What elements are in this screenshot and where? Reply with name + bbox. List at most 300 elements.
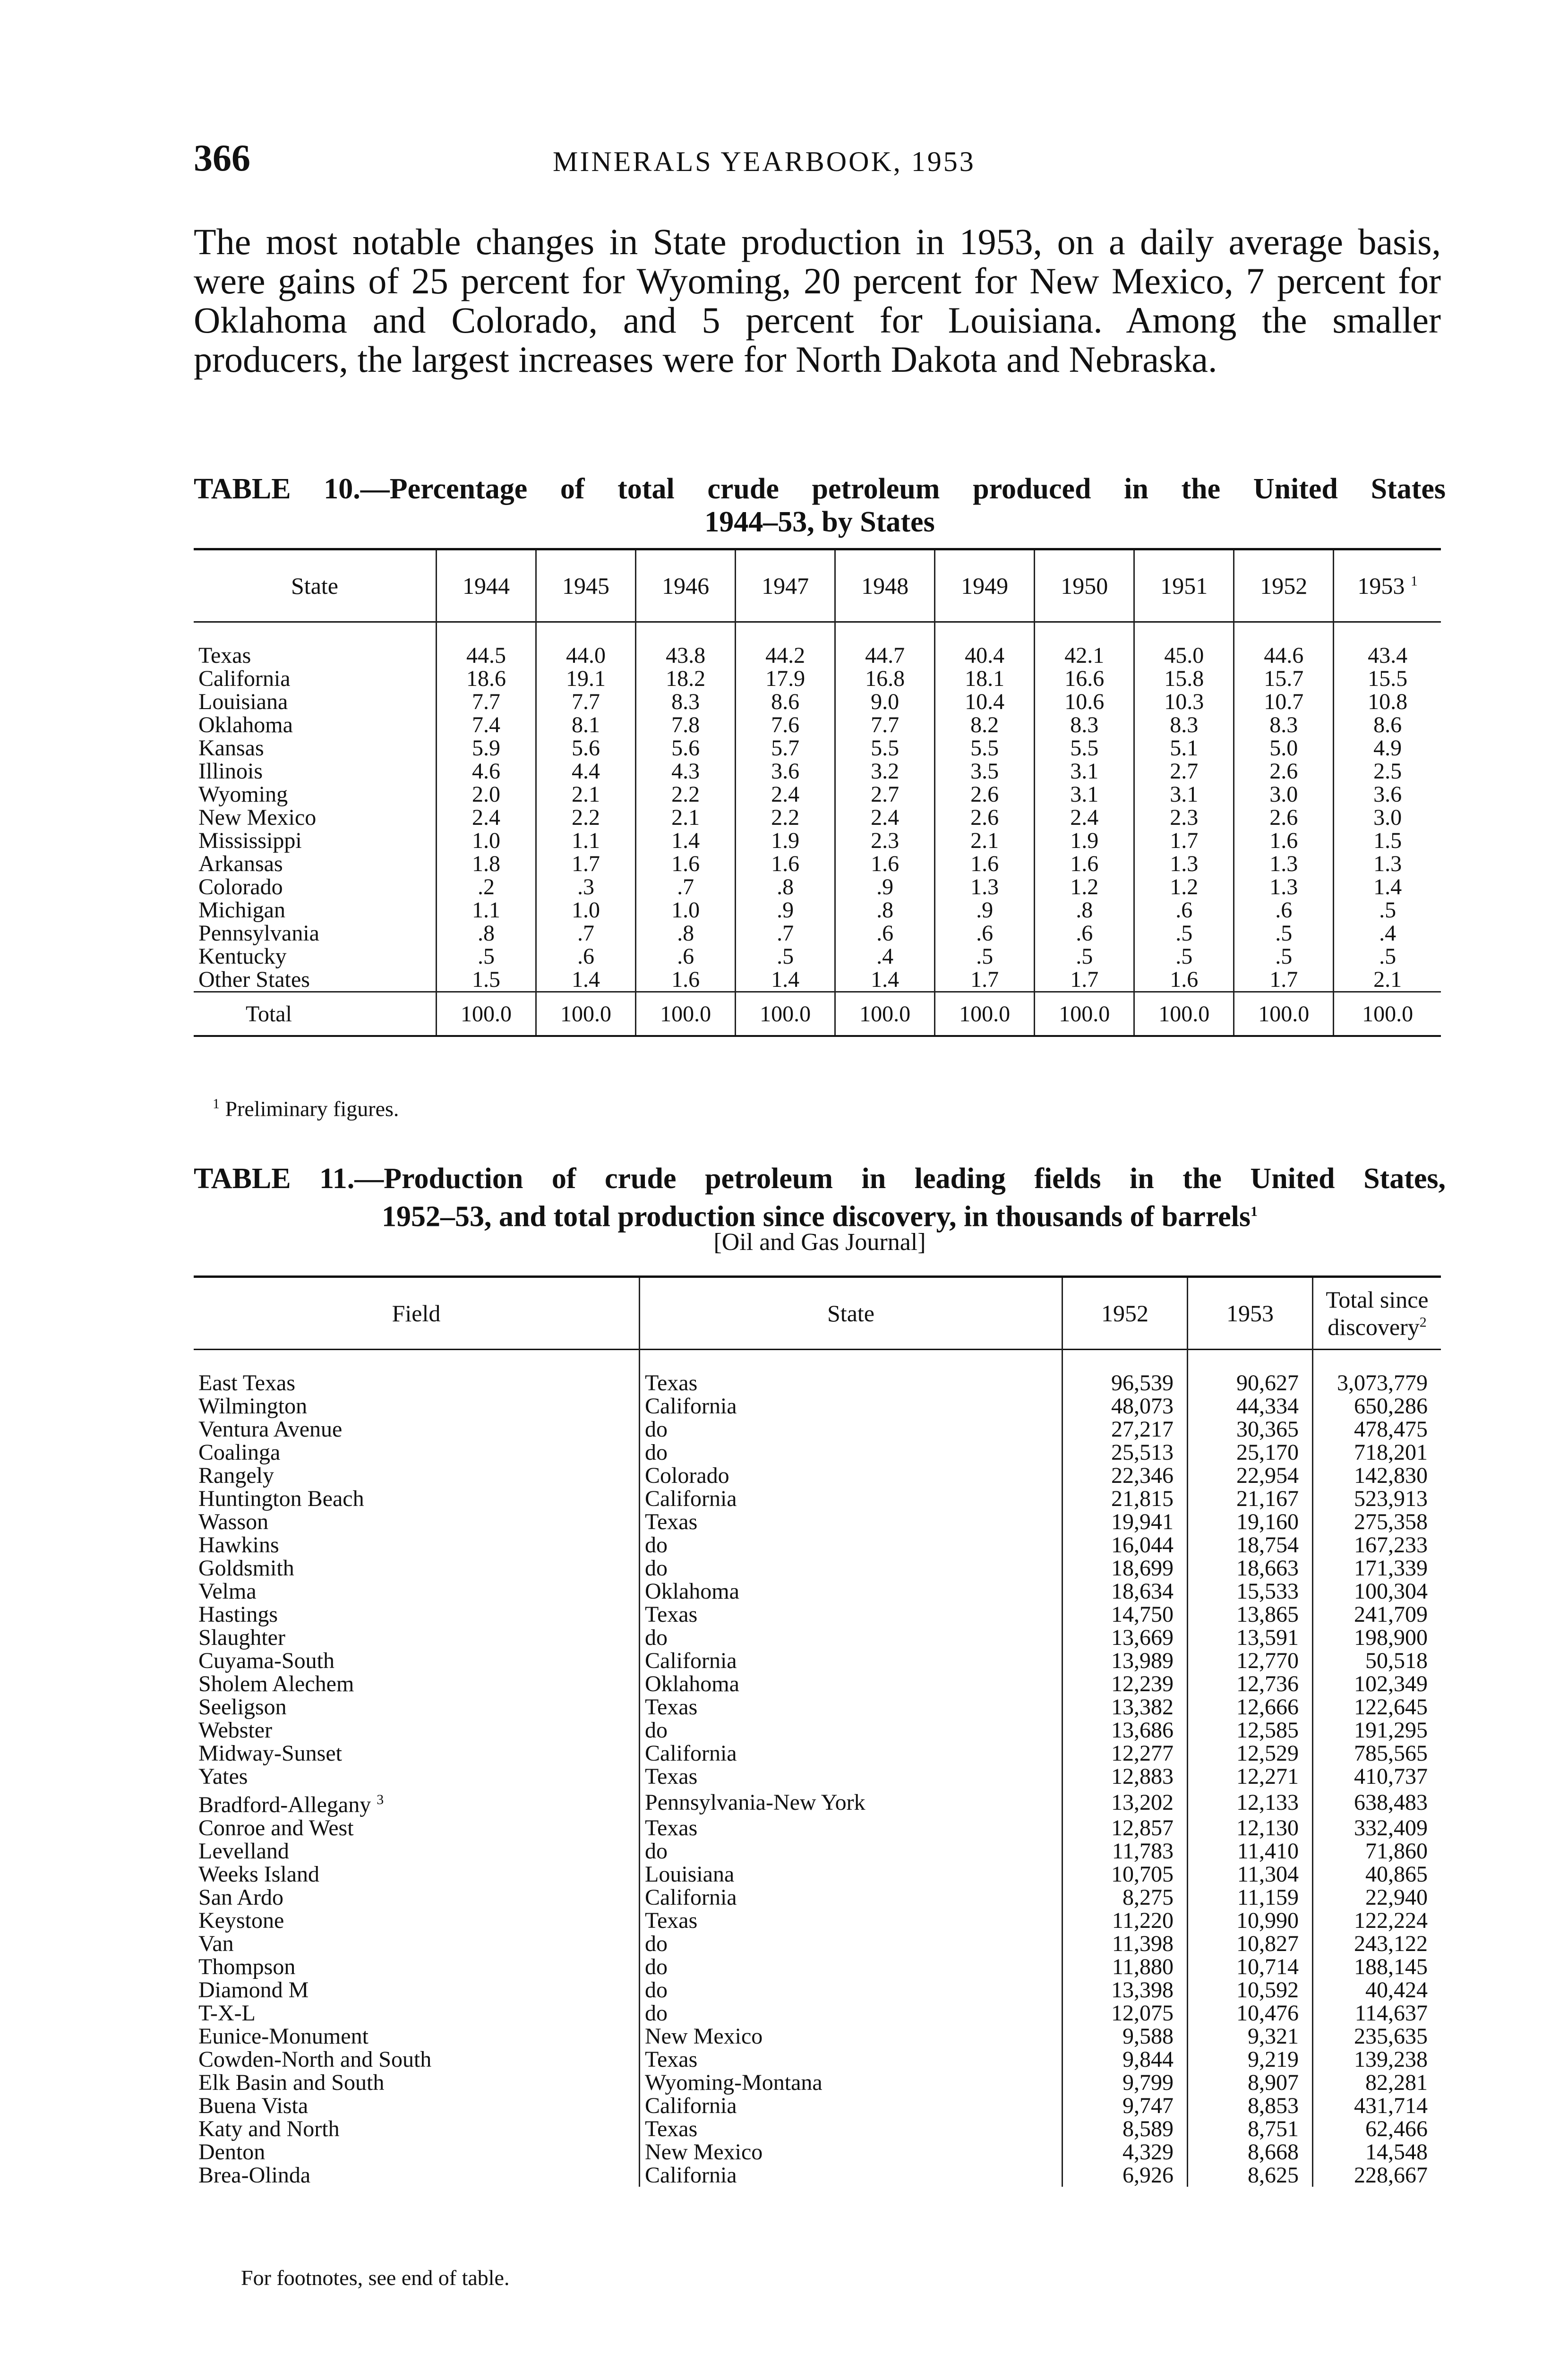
table10-value-cell: 1.3 [1334,852,1441,875]
table11-1952-cell: 13,202 [1062,1788,1188,1816]
table11-row [194,2117,1441,2140]
table10-body [194,622,1441,1036]
table11-total-cell: 40,865 [1313,1863,1441,1886]
table11-state-cell: California [640,2094,1062,2117]
table11-field-cell [194,1649,640,1672]
table10-value-cell: 44.2 [736,644,835,667]
table10-spacer-cell [1035,622,1134,644]
table10-value-cell: .6 [935,922,1035,945]
table10-value-cell: 43.8 [636,644,736,667]
table10-value-cell: 1.4 [536,968,636,992]
table11-field-name: East Texas [198,1370,296,1395]
table10-caption [194,472,1446,539]
table10-state-cell: Texas [198,643,251,668]
table11-field-marker: 3 [377,1792,384,1807]
table10-value-cell: 1.5 [1334,829,1441,852]
table10-value-cell: .8 [835,899,935,922]
table10-value-cell: 8.2 [935,713,1035,736]
table11-state-cell: Texas [640,1765,1062,1788]
table11-state-cell: Colorado [640,1464,1062,1487]
table10-value-cell: 1.9 [736,829,835,852]
table11-field-name: Wasson [198,1509,269,1534]
table11-1953-cell: 11,159 [1188,1886,1313,1909]
table11-field-cell [194,2002,640,2025]
table11-state-cell: do [640,1441,1062,1464]
table10-total-cell: 100.0 [835,992,935,1036]
table10-value-cell: .7 [536,922,636,945]
table10-value-cell: .5 [1035,945,1134,968]
table10-value-cell: 9.0 [835,690,935,713]
table11-field-name: Eunice-Monument [198,2024,368,2049]
table11-1953-cell: 11,304 [1188,1863,1313,1886]
table11-1952-cell: 48,073 [1062,1395,1188,1418]
table11-1953-cell: 11,410 [1188,1840,1313,1863]
table10-state-cell: Mississippi [198,828,302,853]
table11-state-cell: Texas [640,1510,1062,1533]
table10-value-cell: 5.0 [1234,736,1334,760]
table11-field-cell [194,2071,640,2094]
table11-field-cell [194,2094,640,2117]
table11-state-cell: Texas [640,2117,1062,2140]
table11-row [194,1464,1441,1487]
table11-1953-cell: 10,827 [1188,1932,1313,1955]
table10-value-cell: 7.7 [835,713,935,736]
table11-1952-cell: 4,329 [1062,2140,1188,2164]
table11-spacer-cell [640,1350,1062,1372]
table11-spacer-row [194,1350,1441,1372]
table10-value-cell: .6 [1134,899,1234,922]
table10-col-year [536,549,636,622]
table10-value-cell: 10.3 [1134,690,1234,713]
table10-col-year [835,549,935,622]
table10-value-cell: 3.2 [835,760,935,783]
table10-spacer-cell [1334,622,1441,644]
table10-value-cell: 4.6 [437,760,536,783]
table11-1952-cell: 11,398 [1062,1932,1188,1955]
table10-value-cell: 2.4 [1035,806,1134,829]
table11-field-name: Hastings [198,1602,278,1627]
table11-row [194,1533,1441,1557]
table11-spacer-cell [1188,1350,1313,1372]
table10-value-cell: 1.1 [536,829,636,852]
table11-1953-cell: 10,476 [1188,2002,1313,2025]
table10-value-cell: 1.7 [1234,968,1334,992]
table11-total-cell: 82,281 [1313,2071,1441,2094]
table11-field-cell [194,1840,640,1863]
table10-footnote-text: Preliminary figures. [225,1096,399,1121]
table10-value-cell: 1.6 [1134,968,1234,992]
table11-state-cell: do [640,1533,1062,1557]
table11-spacer-cell [1062,1350,1188,1372]
table10-value-cell: 1.0 [636,899,736,922]
table11-field-cell [194,2140,640,2164]
table10-value-cell: 18.6 [437,667,536,690]
table11-1953-cell: 13,865 [1188,1603,1313,1626]
table10-value-cell: 10.7 [1234,690,1334,713]
table11-field-name: Yates [198,1764,248,1789]
table11-total-cell: 638,483 [1313,1788,1441,1816]
table10-value-cell: 15.8 [1134,667,1234,690]
table10-value-cell: 4.9 [1334,736,1441,760]
table11-1953-cell: 10,714 [1188,1955,1313,1978]
table10-value-cell: 10.8 [1334,690,1441,713]
table11-total-cell: 3,073,779 [1313,1371,1441,1395]
table10-value-cell: .6 [536,945,636,968]
table11-row [194,1840,1441,1863]
table10-state-cell: Oklahoma [198,712,293,737]
table10-col-year-marker: 1 [1410,573,1418,589]
table10-value-cell: 3.0 [1234,783,1334,806]
table10-value-cell: 1.6 [835,852,935,875]
table11-field-cell [194,2117,640,2140]
table10-col-year [736,549,835,622]
table11-field-name: Cowden-North and South [198,2047,432,2072]
table11-1952-cell: 11,783 [1062,1840,1188,1863]
table11-1952-cell: 25,513 [1062,1441,1188,1464]
table10-col-year [1134,549,1234,622]
table10-value-cell: 3.1 [1035,783,1134,806]
table10-value-cell: 2.4 [835,806,935,829]
table11-row [194,1649,1441,1672]
table11-state-cell: Texas [640,1909,1062,1932]
table11-row [194,1672,1441,1695]
table11-total-cell: 332,409 [1313,1816,1441,1840]
table10-value-cell: 45.0 [1134,644,1234,667]
table11-caption-line1: TABLE 11.—Production of crude petroleum in leading fields in the United States, [194,1163,1446,1195]
table10-value-cell: 1.3 [1234,852,1334,875]
table11-row [194,2048,1441,2071]
table10-value-cell: .2 [437,875,536,899]
table10-value-cell: 2.6 [1234,760,1334,783]
table11-1953-cell: 8,907 [1188,2071,1313,2094]
table11-field-cell [194,1557,640,1580]
table11-total-cell: 241,709 [1313,1603,1441,1626]
table11-1952-cell: 6,926 [1062,2164,1188,2187]
table11-row [194,1487,1441,1510]
table10-value-cell: 1.7 [935,968,1035,992]
table11-row [194,1863,1441,1886]
table11-state-cell: California [640,1886,1062,1909]
table10-spacer-cell [935,622,1035,644]
table10-value-cell: 8.3 [636,690,736,713]
table10-total-row [194,992,1441,1036]
table10-value-cell: 2.7 [1134,760,1234,783]
table11-1953-cell: 25,170 [1188,1441,1313,1464]
table10-value-cell: 2.5 [1334,760,1441,783]
table11-1953-cell: 9,321 [1188,2025,1313,2048]
table10-row [194,690,1441,713]
table11-1952-cell: 9,747 [1062,2094,1188,2117]
table11-field-cell [194,1371,640,1395]
table10-value-cell: 1.4 [636,829,736,852]
table11-state-cell: California [640,1742,1062,1765]
table10-col-year-label: 1946 [662,573,710,599]
table10-value-cell: 5.6 [636,736,736,760]
table11-caption-line2: 1952–53, and total production since discovery, in thousands of barrels [382,1200,1251,1233]
table11-state-cell: Texas [640,2048,1062,2071]
table10-value-cell: 2.7 [835,783,935,806]
table10-total-cell: 100.0 [1134,992,1234,1036]
table11-field-name: Slaughter [198,1625,285,1650]
table10-value-cell: 3.6 [736,760,835,783]
table10-col-year-label: 1950 [1061,573,1108,599]
table10-value-cell: 1.3 [935,875,1035,899]
table10-value-cell: 4.3 [636,760,736,783]
table11-state-cell: do [640,1978,1062,2002]
table11-row [194,1371,1441,1395]
table11-field-cell [194,1626,640,1649]
table10-total-cell: 100.0 [437,992,536,1036]
table10-value-cell: 19.1 [536,667,636,690]
table11-col-total-marker: 2 [1419,1314,1427,1330]
table11-total-cell: 171,339 [1313,1557,1441,1580]
table11-field-name: Katy and North [198,2116,340,2141]
table11-1952-cell: 27,217 [1062,1418,1188,1441]
table10-value-cell: .6 [1234,899,1334,922]
table11-total-cell: 62,466 [1313,2117,1441,2140]
table11-total-cell: 71,860 [1313,1840,1441,1863]
table11-row [194,1695,1441,1719]
table11-total-cell: 40,424 [1313,1978,1441,2002]
table11-field-name: Elk Basin and South [198,2070,385,2095]
table11-field-name: Denton [198,2139,266,2165]
table11-1952-cell: 10,705 [1062,1863,1188,1886]
table11-field-cell [194,1932,640,1955]
table10-spacer-cell [736,622,835,644]
table11-1952-cell: 96,539 [1062,1371,1188,1395]
table11-field-name: San Ardo [198,1885,283,1910]
table10-col-year-label: 1948 [861,573,909,599]
table10-value-cell: .5 [1334,899,1441,922]
table11-state-cell: do [640,1418,1062,1441]
table11-row [194,2094,1441,2117]
table10-value-cell: 5.9 [437,736,536,760]
table11-total-cell: 198,900 [1313,1626,1441,1649]
table11-1953-cell: 21,167 [1188,1487,1313,1510]
table11-field-name: Cuyama-South [198,1648,334,1673]
table10-value-cell: .9 [935,899,1035,922]
table10-value-cell: .4 [1334,922,1441,945]
table10-spacer-row [194,622,1441,644]
table10-value-cell: 2.6 [1234,806,1334,829]
table11-state-cell: do [640,1955,1062,1978]
table11-1952-cell: 12,239 [1062,1672,1188,1695]
table11-total-cell: 431,714 [1313,2094,1441,2117]
table10-value-cell: .8 [736,875,835,899]
table11-row [194,1742,1441,1765]
table10-col-year-label: 1951 [1160,573,1208,599]
table11-field-name: Huntington Beach [198,1486,364,1511]
table10-col-year [1334,549,1441,622]
table10-col-year [1035,549,1134,622]
table10-state-cell: California [198,666,291,691]
table11-field-cell [194,1788,640,1816]
table11-1952-cell: 22,346 [1062,1464,1188,1487]
table10-total-cell: 100.0 [736,992,835,1036]
table10-total-cell: 100.0 [536,992,636,1036]
table11-field-cell [194,1464,640,1487]
table10-state-cell: Arkansas [198,851,283,876]
table11-spacer-cell [1313,1350,1441,1372]
table10-col-year [636,549,736,622]
table10-value-cell: 1.8 [437,852,536,875]
table11 [194,1275,1441,2187]
table10-spacer-cell [1134,622,1234,644]
table11-row [194,1788,1441,1816]
table11-1952-cell: 12,075 [1062,2002,1188,2025]
table11-field-cell [194,1909,640,1932]
table10-value-cell: 2.1 [935,829,1035,852]
table10-value-cell: 10.4 [935,690,1035,713]
table11-total-cell: 235,635 [1313,2025,1441,2048]
table11-field-name: Rangely [198,1463,274,1488]
table10-value-cell: .5 [935,945,1035,968]
table10-value-cell: 44.0 [536,644,636,667]
table10-row [194,829,1441,852]
table11-1952-cell: 9,844 [1062,2048,1188,2071]
table10-value-cell: 7.7 [536,690,636,713]
table11-total-cell: 114,637 [1313,2002,1441,2025]
table11-1952-cell: 19,941 [1062,1510,1188,1533]
table10-value-cell: .5 [437,945,536,968]
table11-field-cell [194,1695,640,1719]
table11-col-state: State [640,1277,1062,1350]
table10-value-cell: 2.2 [636,783,736,806]
table11-row [194,1765,1441,1788]
table10-value-cell: 44.6 [1234,644,1334,667]
table10-value-cell: 1.6 [1035,852,1134,875]
table10-value-cell: 1.4 [736,968,835,992]
table11-state-cell: New Mexico [640,2140,1062,2164]
table10-value-cell: 3.1 [1134,783,1234,806]
table10-col-year-label: 1952 [1260,573,1308,599]
running-title: MINERALS YEARBOOK, 1953 [553,146,976,177]
table11-state-cell: do [640,1932,1062,1955]
table11-1953-cell: 12,529 [1188,1742,1313,1765]
table10-row [194,922,1441,945]
table10-value-cell: 1.2 [1035,875,1134,899]
table11-state-cell: California [640,1487,1062,1510]
table11-total-cell: 718,201 [1313,1441,1441,1464]
table10-value-cell: 5.5 [1035,736,1134,760]
table10-value-cell: .8 [437,922,536,945]
table11-field-name: Sholem Alechem [198,1671,354,1696]
table10-spacer-cell [1234,622,1334,644]
table11-1953-cell: 8,853 [1188,2094,1313,2117]
table10-value-cell: .6 [636,945,736,968]
table11-field-name: Velma [198,1579,257,1604]
table11-total-cell: 102,349 [1313,1672,1441,1695]
table11-state-cell: California [640,1395,1062,1418]
table11-1952-cell: 9,588 [1062,2025,1188,2048]
table10-value-cell: 1.4 [835,968,935,992]
table10-value-cell: 7.7 [437,690,536,713]
table10-value-cell: 1.5 [437,968,536,992]
table11-col-field: Field [392,1300,441,1326]
table11-total-cell: 785,565 [1313,1742,1441,1765]
table11-state-cell: Texas [640,1695,1062,1719]
table11-1952-cell: 21,815 [1062,1487,1188,1510]
table11-state-cell: Pennsylvania-New York [640,1788,1062,1816]
table10-value-cell: 15.7 [1234,667,1334,690]
table10-row [194,899,1441,922]
table10-spacer-cell [194,622,437,644]
table11-field-name: Conroe and West [198,1815,354,1840]
table10-value-cell: 16.6 [1035,667,1134,690]
table10-row [194,760,1441,783]
table11-col-1952: 1952 [1062,1277,1188,1350]
table10-value-cell: .5 [1134,922,1234,945]
table11-field-name: Bradford-Allegany [198,1792,371,1817]
table10-col-year-label: 1944 [463,573,510,599]
table10-value-cell: .5 [1234,945,1334,968]
table10-value-cell: 8.3 [1134,713,1234,736]
table11-state-cell: Oklahoma [640,1672,1062,1695]
table11-footnote-ref: For footnotes, see end of table. [241,2266,510,2290]
table11-row [194,1719,1441,1742]
table11-field-name: Diamond M [198,1977,309,2003]
table10-value-cell: 10.6 [1035,690,1134,713]
table10-value-cell: .9 [736,899,835,922]
table11-1953-cell: 15,533 [1188,1580,1313,1603]
table11-1953-cell: 12,585 [1188,1719,1313,1742]
table11-row [194,1510,1441,1533]
table10-row [194,667,1441,690]
table10-footnote-marker: 1 [213,1096,220,1112]
table11-total-cell: 275,358 [1313,1510,1441,1533]
table11-field-name: Ventura Avenue [198,1417,343,1442]
table10-total-cell: 100.0 [935,992,1035,1036]
table11-1953-cell: 12,133 [1188,1788,1313,1816]
table11-1952-cell: 13,669 [1062,1626,1188,1649]
table10-state-cell: Kansas [198,736,264,761]
table10-value-cell: 17.9 [736,667,835,690]
table11-total-cell: 22,940 [1313,1886,1441,1909]
table11-total-cell: 478,475 [1313,1418,1441,1441]
table11-state-cell: Wyoming-Montana [640,2071,1062,2094]
table11-field-name: Hawkins [198,1532,279,1558]
table11-col-1953: 1953 [1188,1277,1313,1350]
table10-total-label: Total [194,992,437,1036]
table10-value-cell: .8 [1035,899,1134,922]
table10-col-year-label: 1947 [762,573,809,599]
table11-total-cell: 410,737 [1313,1765,1441,1788]
table10-value-cell: 3.6 [1334,783,1441,806]
table10-value-cell: 1.0 [536,899,636,922]
table11-state-cell: Texas [640,1371,1062,1395]
table10-value-cell: 1.3 [1234,875,1334,899]
table10-value-cell: 1.6 [636,852,736,875]
table11-field-name: Goldsmith [198,1556,294,1581]
table11-field-name: Brea-Olinda [198,2163,311,2188]
table11-field-cell [194,1533,640,1557]
table10-value-cell: 7.6 [736,713,835,736]
table11-1952-cell: 8,589 [1062,2117,1188,2140]
table10-spacer-cell [636,622,736,644]
table10-state-cell: Kentucky [198,944,287,969]
table11-field-cell [194,1603,640,1626]
table10-row [194,945,1441,968]
table10-col-year [935,549,1035,622]
table10-header-row [194,549,1441,622]
table11-total-cell: 122,224 [1313,1909,1441,1932]
table11-row [194,1418,1441,1441]
table11-total-cell: 188,145 [1313,1955,1441,1978]
table11-total-cell: 650,286 [1313,1395,1441,1418]
table10-value-cell: 1.1 [437,899,536,922]
table11-field-cell [194,2164,640,2187]
table10-value-cell: 44.5 [437,644,536,667]
